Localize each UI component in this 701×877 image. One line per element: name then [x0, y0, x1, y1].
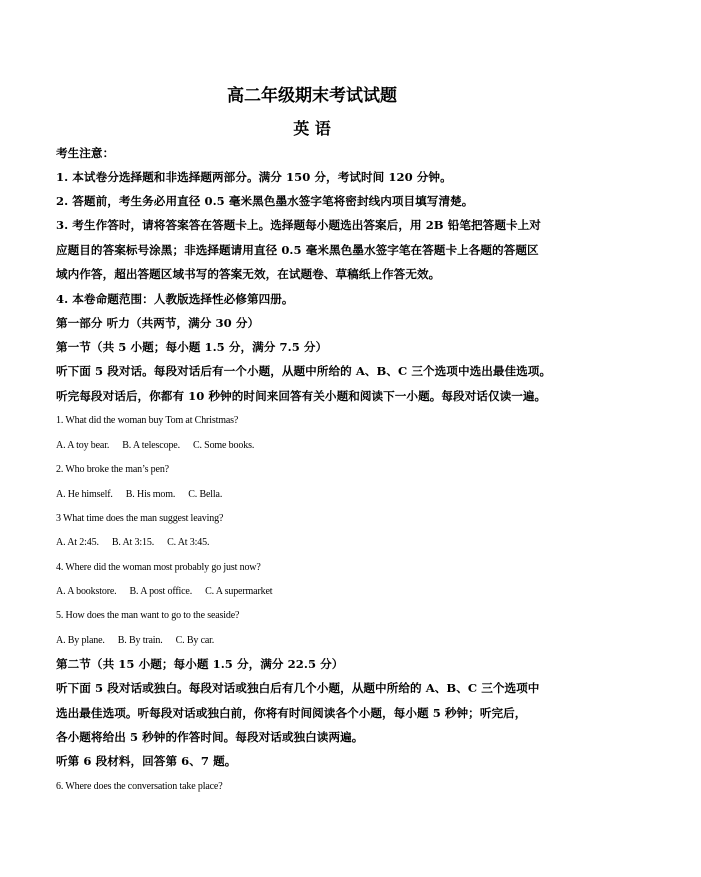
question-options — [56, 490, 222, 500]
notice-item: 应题目的答案标号涂黑；非选择题请用直径 0.5 毫米黑色墨水签字笔在答题卡上各题的答题区 — [56, 243, 539, 257]
question-options — [56, 538, 209, 548]
option-b: B. A telescope. — [122, 440, 180, 451]
section2-instruction: 各小题将给出 5 秒钟的作答时间。每段对话或独白读两遍。 — [56, 730, 364, 744]
option-c: C. A supermarket — [205, 586, 273, 597]
option-c: C. At 3:45. — [167, 537, 210, 548]
option-b: B. By train. — [117, 635, 163, 646]
option-a: A. A bookstore. — [56, 586, 117, 597]
subject-title: 英 语 — [293, 119, 331, 138]
option-c: C. Bella. — [188, 489, 223, 500]
option-b: B. At 3:15. — [111, 537, 155, 548]
notice-item: 2. 答题前，考生务必用直径 0.5 毫米黑色墨水签字笔将密封线内项目填写清楚。 — [56, 194, 474, 208]
question-stem: 1. What did the woman buy Tom at Christmas? — [56, 415, 239, 426]
section2-instruction: 选出最佳选项。听每段对话或独白前，你将有时间阅读各个小题，每小题 5 秒钟；听完后， — [56, 706, 527, 720]
question-options — [56, 441, 254, 451]
option-b: B. A post office. — [129, 586, 193, 597]
notice-item: 4. 本卷命题范围：人教版选择性必修第四册。 — [56, 292, 294, 306]
section2-instruction: 听下面 5 段对话或独白。每段对话或独白后有几个小题，从题中所给的 A、B、C 三个选项中 — [56, 681, 540, 695]
notice-item: 1. 本试卷分选择题和非选择题两部分。满分 150 分，考试时间 120 分钟。 — [56, 170, 452, 184]
question-stem: 2. Who broke the man’s pen? — [56, 464, 169, 475]
notice-item: 3. 考生作答时，请将答案答在答题卡上。选择题每小题选出答案后，用 2B 铅笔把答题卡上对 — [56, 218, 541, 232]
question-stem: 4. Where did the woman most probably go just now? — [56, 562, 261, 573]
option-a: A. A toy bear. — [56, 440, 110, 451]
option-a: A. He himself. — [56, 489, 113, 500]
exam-title: 高二年级期末考试试题 — [227, 86, 397, 106]
option-a: A. At 2:45. — [56, 537, 99, 548]
question-stem: 3 What time does the man suggest leaving? — [56, 513, 224, 524]
part1-title: 第一部分 听力（共两节，满分 30 分） — [56, 316, 260, 330]
notice-item: 域内作答，超出答题区域书写的答案无效，在试题卷、草稿纸上作答无效。 — [56, 267, 441, 281]
question-stem: 6. Where does the conversation take place? — [56, 781, 223, 792]
notice-heading: 考生注意： — [56, 146, 115, 160]
question-options — [56, 636, 214, 646]
section2-title: 第二节（共 15 小题；每小题 1.5 分，满分 22.5 分） — [56, 657, 344, 671]
section1-instruction: 听完每段对话后，你都有 10 秒钟的时间来回答有关小题和阅读下一小题。每段对话仅读一遍。 — [56, 389, 547, 403]
question-stem: 5. How does the man want to go to the seaside? — [56, 610, 240, 621]
option-c: C. Some books. — [192, 440, 255, 451]
option-c: C. By car. — [175, 635, 215, 646]
question-options — [56, 587, 272, 597]
section1-instruction: 听下面 5 段对话。每段对话后有一个小题，从题中所给的 A、B、C 三个选项中选出最佳选项。 — [56, 364, 552, 378]
option-a: A. By plane. — [56, 635, 105, 646]
section1-title: 第一节（共 5 小题；每小题 1.5 分，满分 7.5 分） — [56, 340, 328, 354]
option-b: B. His mom. — [125, 489, 176, 500]
material-note: 听第 6 段材料，回答第 6、7 题。 — [56, 754, 237, 768]
